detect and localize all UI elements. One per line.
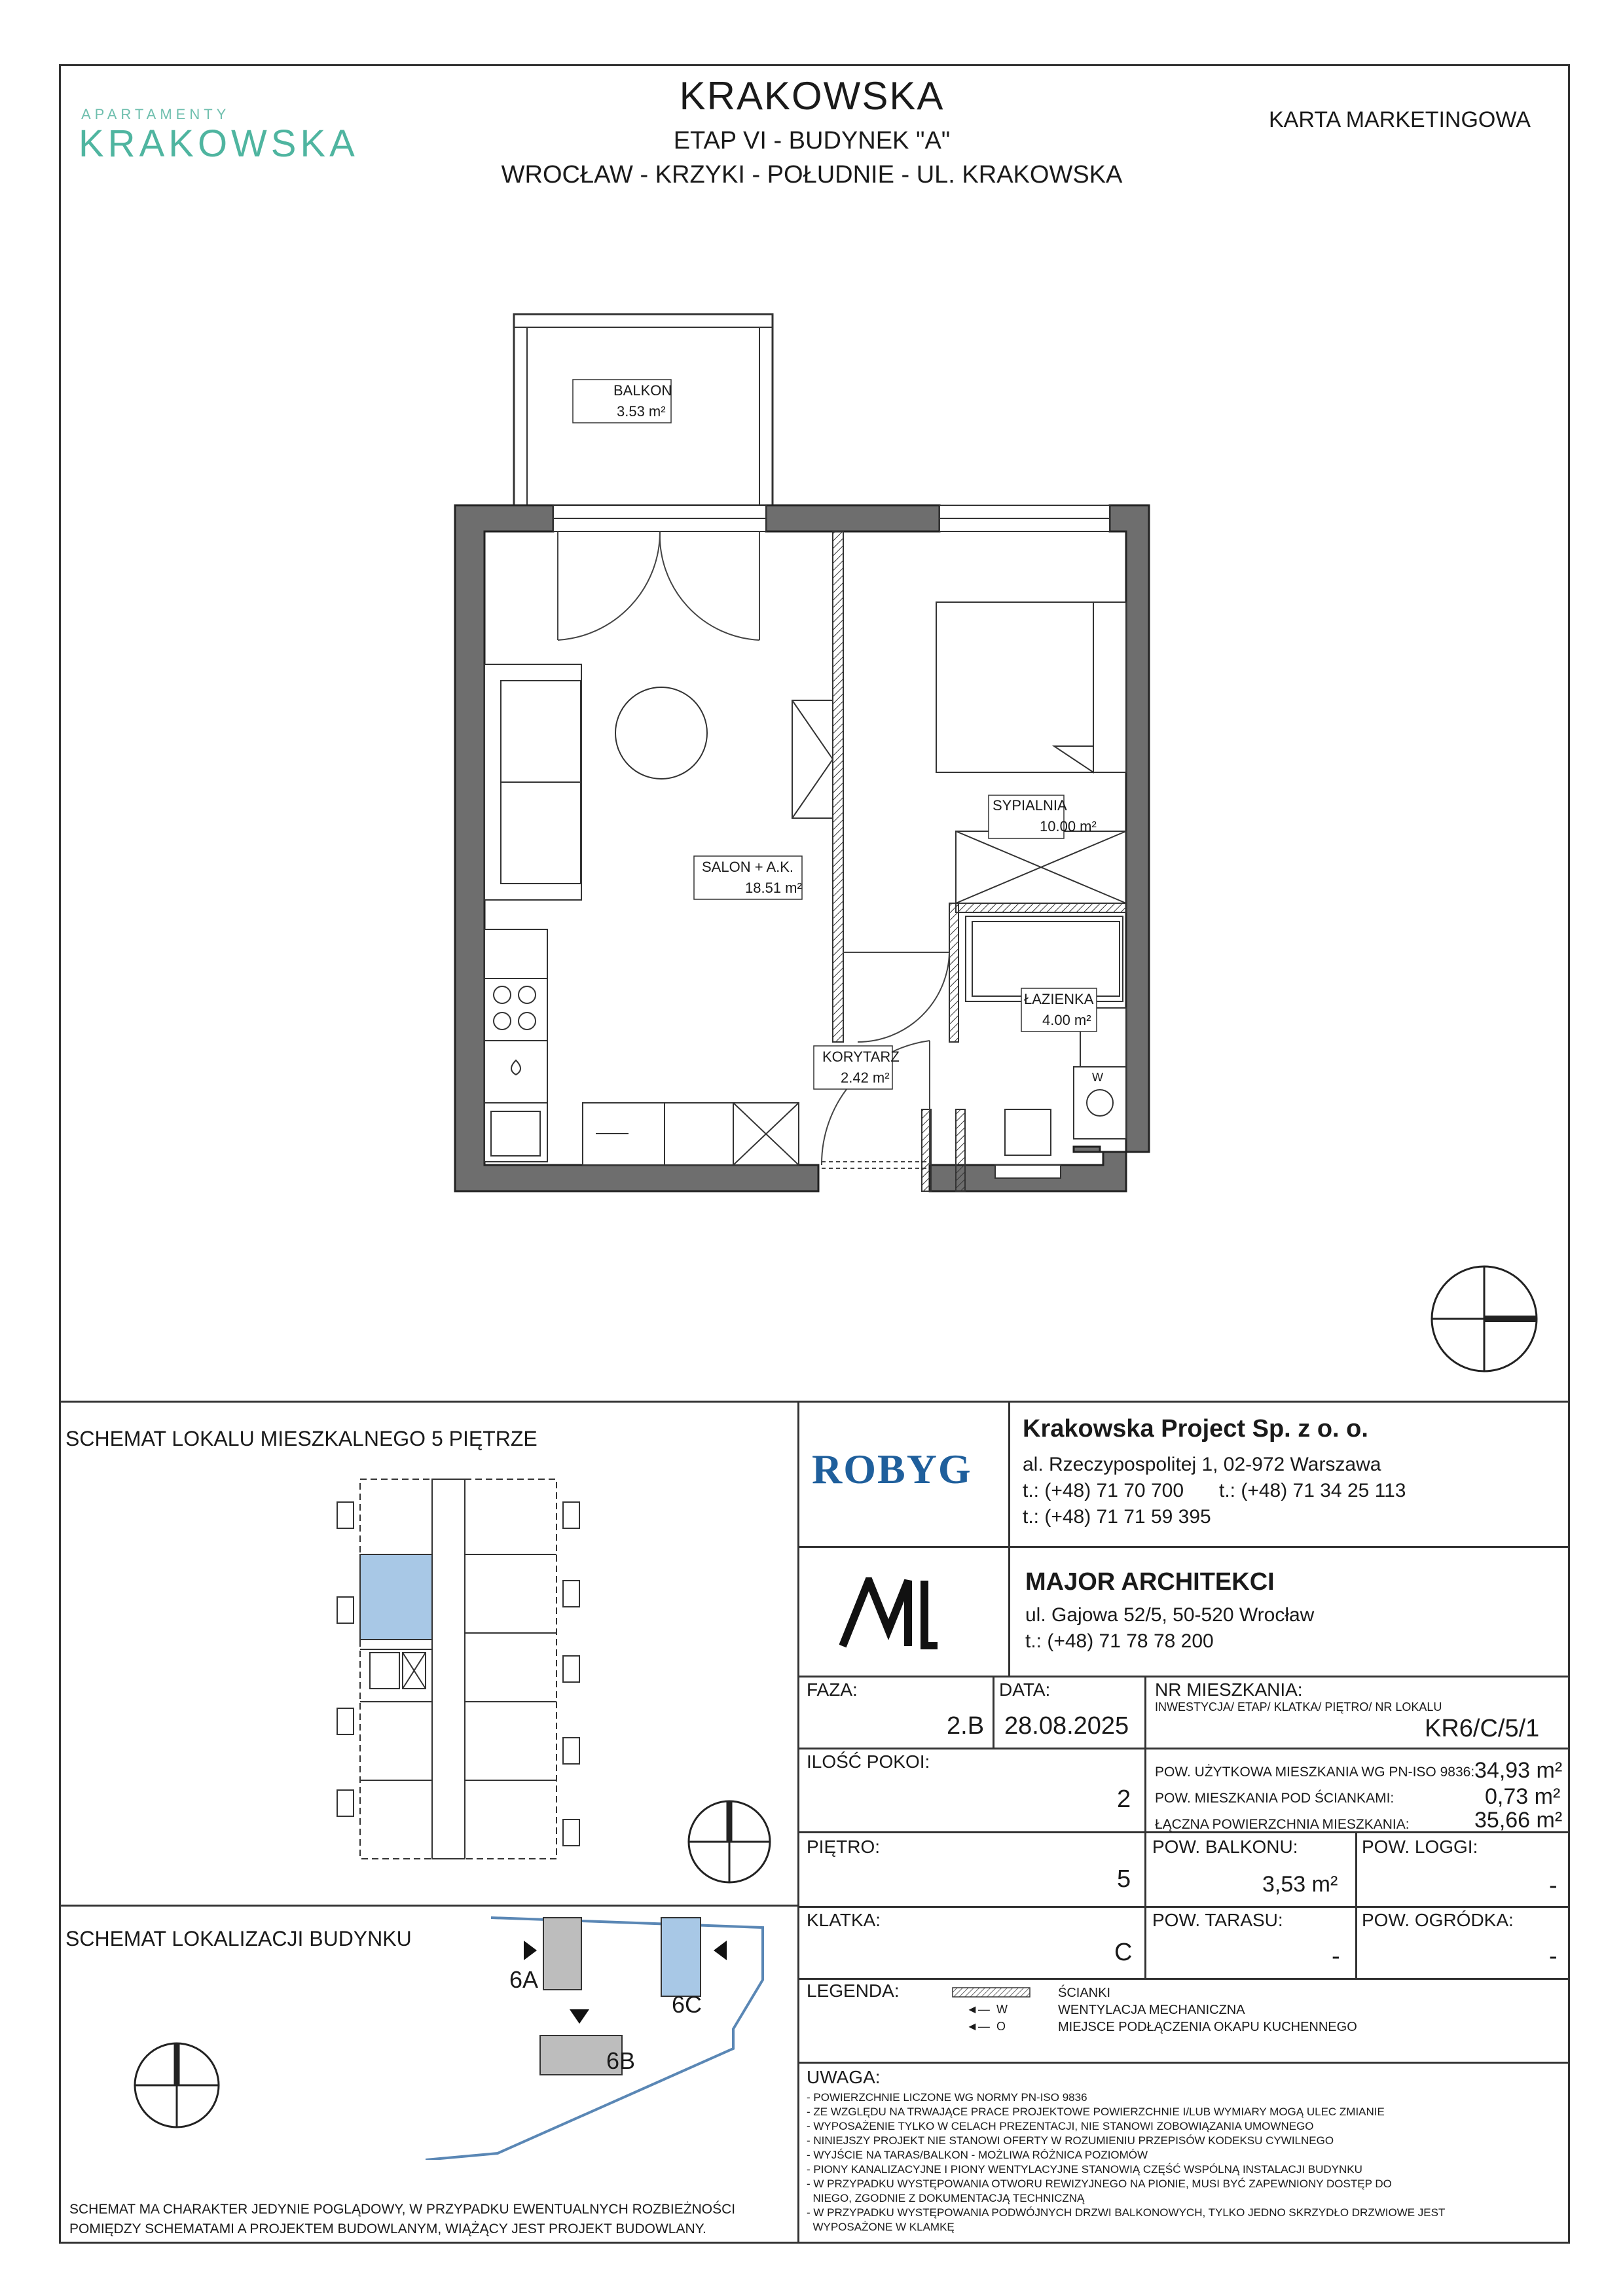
uwaga-line: - NINIEJSZY PROJEKT NIE STANOWI OFERTY W ROZUMIENIU PRZEPISÓW KODEKSU CYWILNEGO <box>807 2134 1334 2147</box>
brand-logo: KRAKOWSKA <box>79 122 359 165</box>
divider-col-data <box>1144 1676 1146 1748</box>
klatka-value: C <box>1114 1939 1133 1966</box>
balkon-label: POW. BALKONU: <box>1152 1837 1298 1857</box>
faza-value: 2.B <box>947 1712 985 1740</box>
disclaimer-line-2: POMIĘDZY SCHEMATAMI A PROJEKTEM BUDOWLANYM, WIĄŻĄCY JEST PROJEKT BUDOWLANY. <box>69 2221 706 2236</box>
floor-plan <box>419 288 1218 1283</box>
developer-phone-3: t.: (+48) 71 71 59 395 <box>1023 1506 1211 1528</box>
bathroom-door <box>843 952 949 1042</box>
legend-item-hood: MIEJSCE PODŁĄCZENIA OKAPU KUCHENNEGO <box>1058 2020 1357 2034</box>
north-arrow-schema <box>686 1799 773 1885</box>
klatka-label: KLATKA: <box>807 1910 881 1930</box>
north-arrow-site <box>132 2041 221 2130</box>
building-6a-label: 6A <box>509 1966 539 1993</box>
pow-laczna-value: 35,66 m² <box>1474 1808 1563 1833</box>
divider-info-top <box>797 1676 1570 1677</box>
developer-name: Krakowska Project Sp. z o. o. <box>1023 1415 1368 1443</box>
schemat-lokalizacji-title: SCHEMAT LOKALIZACJI BUDYNKU <box>65 1927 412 1950</box>
divider-left-sections <box>59 1905 797 1907</box>
toilet <box>995 1109 1061 1178</box>
legend-vent-arrow: ◄― <box>966 2003 990 2016</box>
divider-row-4 <box>797 1906 1570 1908</box>
architect-logo-icon <box>839 1577 944 1649</box>
divider-dev-arch <box>797 1546 1570 1548</box>
divider-row-6 <box>797 2062 1570 2064</box>
pietro-value: 5 <box>1117 1865 1131 1893</box>
divider-col-faza <box>993 1676 994 1748</box>
room-corridor-name: KORYTARZ <box>822 1049 900 1065</box>
divider-row-5 <box>797 1978 1570 1980</box>
architect-phone: t.: (+48) 71 78 78 200 <box>1025 1630 1214 1652</box>
developer-address: al. Rzeczypospolitej 1, 02-972 Warszawa <box>1023 1454 1381 1475</box>
sofa <box>484 664 581 900</box>
room-salon-name: SALON + A.K. <box>702 859 794 875</box>
pow-uzytkowa-label: POW. UŻYTKOWA MIESZKANIA WG PN-ISO 9836: <box>1155 1765 1475 1780</box>
page-subtitle-location: WROCŁAW - KRZYKI - POŁUDNIE - UL. KRAKOWSKA <box>501 161 1123 188</box>
developer-phone-1: t.: (+48) 71 70 700 <box>1023 1480 1184 1501</box>
taras-value: - <box>1332 1943 1340 1970</box>
room-balcony-area: 3.53 m² <box>617 403 666 420</box>
loggia-value: - <box>1549 1872 1558 1899</box>
uwaga-label: UWAGA: <box>807 2067 881 2087</box>
uwaga-line: - POWIERZCHNIE LICZONE WG NORMY PN-ISO 9836 <box>807 2091 1087 2104</box>
divider-col-area <box>1144 1748 1146 1978</box>
floor-schema <box>334 1466 583 1872</box>
balkon-value: 3,53 m² <box>1262 1872 1338 1897</box>
nr-sublabel: INWESTYCJA/ ETAP/ KLATKA/ PIĘTRO/ NR LOKALU <box>1155 1700 1442 1713</box>
kitchen <box>484 929 547 1162</box>
legend-item-walls: ŚCIANKI <box>1058 1986 1111 2000</box>
nr-label: NR MIESZKANIA: <box>1155 1679 1303 1700</box>
page-title: KRAKOWSKA <box>679 74 945 118</box>
uwaga-line: - ZE WZGLĘDU NA TRWAJĄCE PRACE PROJEKTOWE POWIERZCHNIE I/LUB WYMIARY MOGĄ ULEC ZMIANIE <box>807 2106 1385 2118</box>
uwaga-line: NIEGO, ZGODNIE Z DOKUMENTACJĄ TECHNICZNĄ <box>807 2192 1085 2204</box>
legend-hood-arrow: ◄― <box>966 2020 990 2033</box>
pokoje-value: 2 <box>1117 1785 1131 1813</box>
room-balcony-name: BALKON <box>613 382 672 399</box>
room-bathroom-name: ŁAZIENKA <box>1024 991 1094 1007</box>
pow-scianki-label: POW. MIESZKANIA POD ŚCIANKAMI: <box>1155 1791 1395 1806</box>
brand-logo-top: APARTAMENTY <box>81 106 230 122</box>
room-bathroom-area: 4.00 m² <box>1042 1012 1091 1028</box>
bed <box>936 602 1126 772</box>
uwaga-line: - WYJŚCIE NA TARAS/BALKON - MOŻLIWA RÓŻNICA POZIOMÓW <box>807 2149 1148 2161</box>
bedroom-wardrobe <box>956 831 1126 903</box>
divider-col-loggia <box>1355 1831 1357 1978</box>
building-6c-label: 6C <box>672 1991 702 2018</box>
site-schema <box>426 1911 766 2160</box>
legend-vent-mark: W <box>996 2003 1008 2016</box>
vent-mark: W <box>1092 1071 1103 1084</box>
disclaimer-line-1: SCHEMAT MA CHARAKTER JEDYNIE POGLĄDOWY, W PRZYPADKU EWENTUALNYCH ROZBIEŻNOŚCI <box>69 2202 736 2217</box>
room-salon-area: 18.51 m² <box>745 880 802 896</box>
taras-label: POW. TARASU: <box>1152 1910 1283 1930</box>
architect-name: MAJOR ARCHITEKCI <box>1025 1568 1275 1596</box>
pietro-label: PIĘTRO: <box>807 1837 881 1857</box>
divider-left-right <box>797 1401 799 2244</box>
room-bedroom-name: SYPIALNIA <box>993 797 1067 814</box>
uwaga-line: WYPOSAŻONE W KLAMKĘ <box>807 2221 955 2233</box>
robyg-logo: ROBYG <box>812 1446 972 1492</box>
uwaga-line: - WYPOSAŻENIE TYLKO W CELACH PREZENTACJI, NIE STANOWI ZOBOWIĄZANIA UMOWNEGO <box>807 2120 1314 2132</box>
ogrodek-label: POW. OGRÓDKA: <box>1362 1910 1514 1930</box>
balcony-door <box>558 531 759 640</box>
room-bedroom-area: 10.00 m² <box>1040 818 1097 834</box>
legend-hood-mark: O <box>996 2020 1006 2033</box>
schemat-lokalu-title: SCHEMAT LOKALU MIESZKALNEGO 5 PIĘTRZE <box>65 1427 538 1450</box>
uwaga-list <box>807 2090 1559 2234</box>
ogrodek-value: - <box>1549 1943 1558 1970</box>
divider-row-2 <box>797 1748 1570 1749</box>
nr-value: KR6/C/5/1 <box>1425 1715 1540 1742</box>
data-value: 28.08.2025 <box>1004 1712 1129 1740</box>
wardrobe <box>792 700 833 818</box>
building-6b-label: 6B <box>606 2047 636 2074</box>
card-type: KARTA MARKETINGOWA <box>1269 107 1531 132</box>
loggia-label: POW. LOGGI: <box>1362 1837 1478 1857</box>
uwaga-line: - PIONY KANALIZACYJNE I PIONY WENTYLACYJNE STANOWIĄ CZĘŚĆ WSPÓLNĄ INSTALACJI BUDYNKU <box>807 2163 1362 2176</box>
room-corridor-area: 2.42 m² <box>841 1069 890 1086</box>
table <box>615 687 707 779</box>
architect-address: ul. Gajowa 52/5, 50-520 Wrocław <box>1025 1604 1315 1626</box>
faza-label: FAZA: <box>807 1679 858 1700</box>
legend-wall-hatch <box>952 1987 1030 1998</box>
page-subtitle-stage: ETAP VI - BUDYNEK "A" <box>673 127 951 154</box>
uwaga-line: - W PRZYPADKU WYSTĘPOWANIA OTWORU REWIZYJNEGO NA PIONIE, MUSI BYĆ ZAPEWNIONY DOSTĘP DO <box>807 2178 1392 2190</box>
developer-phone-2: t.: (+48) 71 34 25 113 <box>1219 1480 1406 1501</box>
divider-main <box>59 1401 1570 1403</box>
north-arrow-main <box>1429 1263 1540 1374</box>
legenda-label: LEGENDA: <box>807 1981 900 2001</box>
entry-cabinet <box>583 1103 799 1165</box>
pow-uzytkowa-value: 34,93 m² <box>1474 1758 1563 1783</box>
pokoje-label: ILOŚĆ POKOI: <box>807 1751 930 1772</box>
data-label: DATA: <box>999 1679 1051 1700</box>
uwaga-line: - W PRZYPADKU WYSTĘPOWANIA PODWÓJNYCH DRZWI BALKONOWYCH, TYLKO JEDNO SKRZYDŁO DRZWIOWE JEST <box>807 2206 1446 2219</box>
legend-item-vent: WENTYLACJA MECHANICZNA <box>1058 2003 1245 2017</box>
divider-logo-col <box>1008 1401 1010 1676</box>
pow-laczna-label: ŁĄCZNA POWIERZCHNIA MIESZKANIA: <box>1155 1817 1410 1832</box>
pow-scianki-value: 0,73 m² <box>1485 1784 1561 1809</box>
